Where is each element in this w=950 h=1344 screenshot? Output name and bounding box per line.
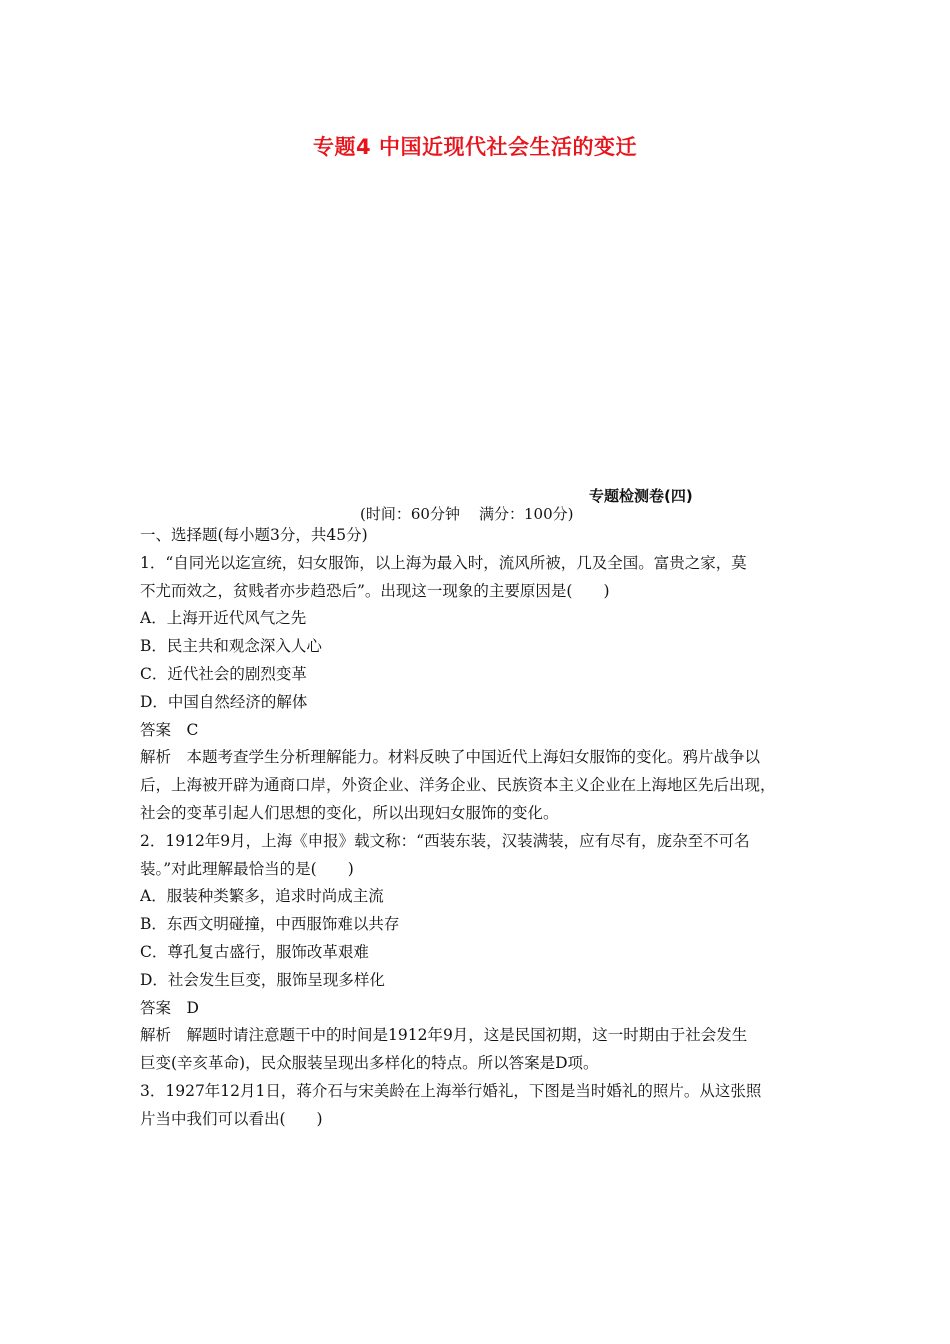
analysis-line: 解析 解题时请注意题干中的时间是1912年9月，这是民国初期，这一时期由于社会发生: [140, 1026, 748, 1045]
analysis-line: 巨变(辛亥革命)，民众服装呈现出多样化的特点。所以答案是D项。: [140, 1054, 599, 1073]
question-2: [140, 828, 830, 1078]
analysis-line: 后，上海被开辟为通商口岸，外资企业、洋务企业、民族资本主义企业在上海地区先后出现，: [140, 776, 776, 795]
exam-title: 专题检测卷(四): [589, 487, 693, 505]
question-3: [140, 1078, 830, 1134]
option-a: A．服装种类繁多，追求时尚成主流: [140, 887, 384, 906]
option-c: C．尊孔复古盛行，服饰改革艰难: [140, 942, 369, 961]
answer: 答案 C: [140, 720, 199, 739]
question-stem-line: 3．1927年12月1日，蒋介石与宋美龄在上海举行婚礼，下图是当时婚礼的照片。从这张照: [140, 1081, 762, 1100]
option-b: B．民主共和观念深入人心: [140, 637, 322, 656]
question-stem-line: 片当中我们可以看出( ): [140, 1109, 323, 1128]
answer: 答案 D: [140, 998, 199, 1017]
option-d: D．中国自然经济的解体: [140, 692, 308, 711]
question-stem-line: 不尤而效之，贫贱者亦步趋恐后”。出现这一现象的主要原因是( ): [140, 581, 610, 600]
question-stem-line: 1．“自同光以迄宣统，妇女服饰，以上海为最入时，流风所被，几及全国。富贵之家，莫: [140, 553, 747, 572]
option-b: B．东西文明碰撞，中西服饰难以共存: [140, 915, 400, 934]
analysis-line: 社会的变革引起人们思想的变化，所以出现妇女服饰的变化。: [140, 803, 559, 822]
section-heading: 一、选择题(每小题3分，共45分): [140, 526, 368, 544]
page-title: 专题4 中国近现代社会生活的变迁: [313, 135, 637, 159]
analysis-line: 解析 本题考查学生分析理解能力。材料反映了中国近代上海妇女服饰的变化。鸦片战争以: [140, 748, 761, 767]
question-1: [140, 550, 830, 828]
option-c: C．近代社会的剧烈变革: [140, 664, 307, 683]
question-stem-line: 2．1912年9月，上海《申报》载文称：“西装东装，汉装满装，应有尽有，庞杂至不可名: [140, 831, 750, 850]
option-d: D．社会发生巨变，服饰呈现多样化: [140, 970, 385, 989]
question-stem-line: 装。”对此理解最恰当的是( ): [140, 859, 354, 878]
option-a: A．上海开近代风气之先: [140, 609, 307, 628]
exam-meta: (时间：60分钟 满分：100分): [360, 505, 574, 523]
exam-content: [140, 522, 830, 1134]
